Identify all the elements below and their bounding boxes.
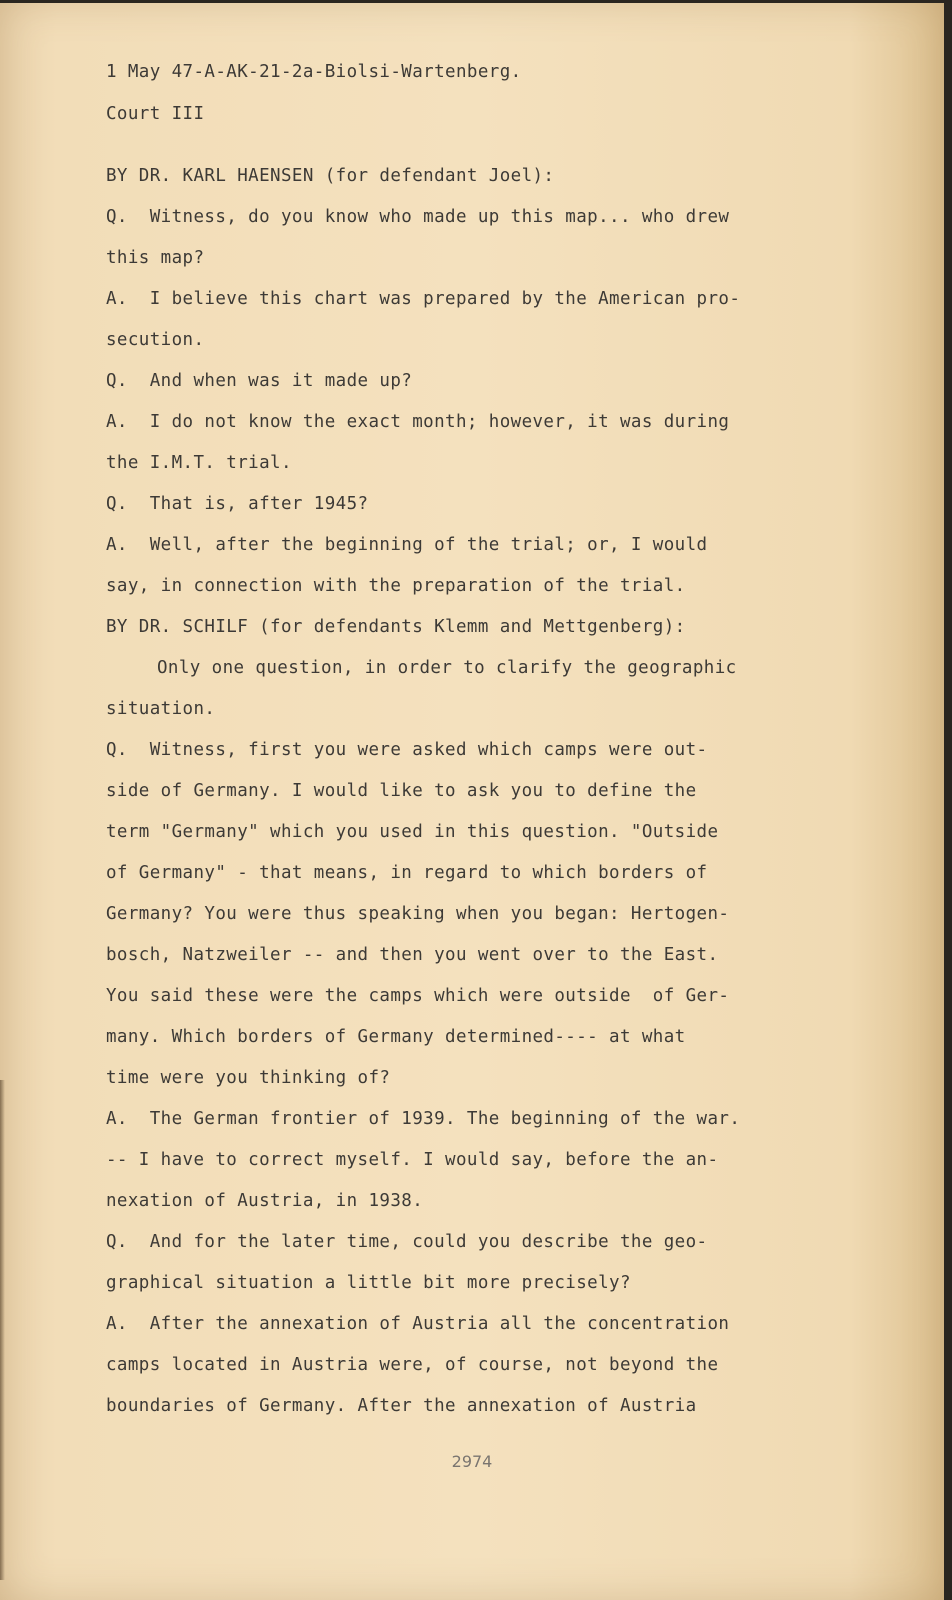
- text-line: this map?: [106, 248, 205, 268]
- examiner-heading: BY DR. KARL HAENSEN (for defendant Joel):: [106, 166, 555, 186]
- text-line: of Germany" - that means, in regard to which borders of: [106, 863, 708, 883]
- text-line: A. Well, after the beginning of the trial; or, I would: [106, 535, 708, 555]
- text-line: secution.: [106, 330, 205, 350]
- text-line: term "Germany" which you used in this question. "Outside: [106, 822, 719, 842]
- text-line: time were you thinking of?: [106, 1068, 391, 1088]
- text-line: boundaries of Germany. After the annexation of Austria: [106, 1396, 697, 1416]
- text-line: Germany? You were thus speaking when you began: Hertogen-: [106, 904, 730, 924]
- text-line: nexation of Austria, in 1938.: [106, 1191, 424, 1211]
- text-line: side of Germany. I would like to ask you to define the: [106, 781, 697, 801]
- text-line: Q. And when was it made up?: [106, 371, 413, 391]
- text-line: -- I have to correct myself. I would say, before the an-: [106, 1150, 719, 1170]
- session-line: 1 May 47-A-AK-21-2a-Biolsi-Wartenberg.: [106, 62, 522, 82]
- text-line: A. I do not know the exact month; however, it was during: [106, 412, 730, 432]
- text-line: Q. That is, after 1945?: [106, 494, 369, 514]
- examiner-heading: BY DR. SCHILF (for defendants Klemm and Mettgenberg):: [106, 617, 686, 637]
- page-edge-shadow: [0, 1080, 5, 1580]
- text-line: camps located in Austria were, of course, not beyond the: [106, 1355, 719, 1375]
- text-line: the I.M.T. trial.: [106, 453, 292, 473]
- page-number: 2974: [451, 1452, 493, 1471]
- top-border: [0, 0, 944, 3]
- text-line: Q. Witness, first you were asked which camps were out-: [106, 740, 708, 760]
- text-line: A. I believe this chart was prepared by the American pro-: [106, 289, 741, 309]
- text-line: graphical situation a little bit more precisely?: [106, 1273, 631, 1293]
- text-line: say, in connection with the preparation of the trial.: [106, 576, 686, 596]
- text-line: many. Which borders of Germany determined---- at what: [106, 1027, 686, 1047]
- text-line: Q. Witness, do you know who made up this map... who drew: [106, 207, 730, 227]
- text-line: A. The German frontier of 1939. The beginning of the war.: [106, 1109, 741, 1129]
- text-line: Only one question, in order to clarify the geographic: [157, 658, 737, 678]
- text-line: You said these were the camps which were outside of Ger-: [106, 986, 730, 1006]
- court-line: Court III: [106, 104, 205, 124]
- text-line: bosch, Natzweiler -- and then you went over to the East.: [106, 945, 719, 965]
- text-line: A. After the annexation of Austria all the concentration: [106, 1314, 730, 1334]
- text-line: Q. And for the later time, could you describe the geo-: [106, 1232, 708, 1252]
- text-line: situation.: [106, 699, 216, 719]
